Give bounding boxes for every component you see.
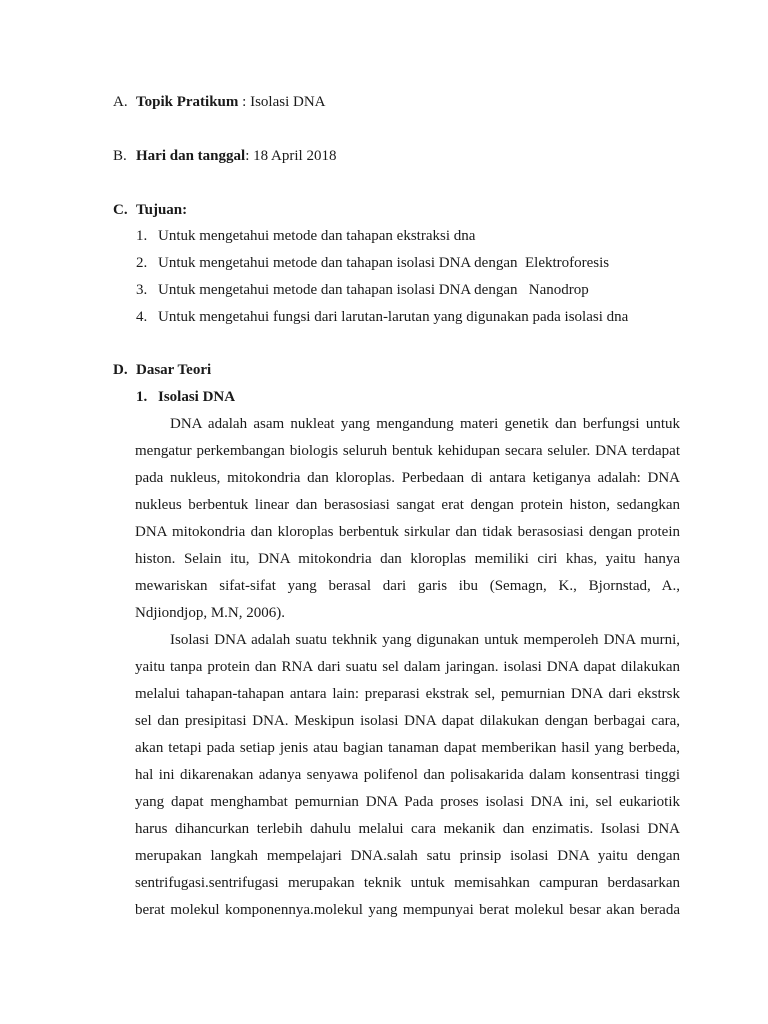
tujuan-item: Untuk mengetahui metode dan tahapan ekstraksi dna: [158, 228, 476, 244]
section-b-marker: B.: [113, 148, 127, 164]
section-a-marker: A.: [113, 94, 128, 110]
section-c-marker: C.: [113, 202, 128, 218]
section-d-marker: D.: [113, 362, 128, 378]
paragraph-line: DNA mitokondria dan kloroplas berbentuk sirkular dan tidak berasosiasi dengan protein: [135, 524, 680, 540]
paragraph-line: harus dihancurkan terlebih dahulu melalui cara mekanik dan enzimatis. Isolasi DNA: [135, 821, 680, 837]
section-b-label: Hari dan tanggal: [136, 148, 246, 164]
paragraph-line: mengatur perkembangan biologis seluruh bentuk kehidupan secara seluler. DNA terdapat: [135, 443, 680, 459]
subsection-num: 1.: [136, 389, 148, 405]
paragraph-line: mewariskan sifat-sifat yang berasal dari garis ibu (Semagn, K., Bjornstad, A.,: [135, 578, 680, 594]
tujuan-num: 2.: [136, 255, 148, 271]
section-d-heading: Dasar Teori: [136, 362, 212, 378]
paragraph-line: hal ini dikarenakan adanya senyawa polifenol dan polisakarida dalam konsentrasi tinggi: [135, 767, 680, 783]
tujuan-num: 1.: [136, 228, 148, 244]
paragraph-line: yang dapat menghambat pemurnian DNA Pada proses isolasi DNA ini, sel eukariotik: [135, 794, 680, 810]
tujuan-item: Untuk mengetahui fungsi dari larutan-larutan yang digunakan pada isolasi dna: [158, 309, 629, 325]
section-a-line: [136, 92, 325, 112]
tujuan-num: 3.: [136, 282, 148, 298]
paragraph-line: merupakan langkah mempelajari DNA.salah satu prinsip isolasi DNA yaitu dengan: [135, 848, 680, 864]
section-a-label: Topik Pratikum: [136, 94, 239, 110]
paragraph-line: melalui tahapan-tahapan antara lain: preparasi ekstrak sel, pemurnian DNA dari ekstrsk: [135, 686, 680, 702]
paragraph-line: histon. Selain itu, DNA mitokondria dan kloroplas memiliki ciri khas, yaitu hanya: [135, 551, 680, 567]
subsection-heading: Isolasi DNA: [158, 389, 236, 405]
paragraph-line: nukleus berbentuk linear dan berasosiasi sangat erat dengan protein histon, sedangkan: [135, 497, 680, 513]
tujuan-item: Untuk mengetahui metode dan tahapan isolasi DNA dengan Elektroforesis: [158, 255, 610, 271]
paragraph-line: Ndjiondjop, M.N, 2006).: [135, 605, 285, 621]
tujuan-item: Untuk mengetahui metode dan tahapan isolasi DNA dengan Nanodrop: [158, 282, 589, 298]
section-c-heading: Tujuan:: [136, 202, 188, 218]
paragraph-line: yaitu tanpa protein dan RNA dari suatu sel dalam jaringan. isolasi DNA dapat dilakukan: [135, 659, 680, 675]
section-b-line: [136, 146, 336, 166]
paragraph-line: DNA adalah asam nukleat yang mengandung materi genetik dan berfungsi untuk: [170, 416, 680, 432]
section-a-value: : Isolasi DNA: [238, 94, 326, 110]
paragraph-line: pada nukleus, mitokondria dan kloroplas. Perbedaan di antara ketiganya adalah: DNA: [135, 470, 680, 486]
paragraph-line: sel dan presipitasi DNA. Meskipun isolasi DNA dapat dilakukan dengan berbagai cara,: [135, 713, 680, 729]
tujuan-num: 4.: [136, 309, 148, 325]
section-b-value: : 18 April 2018: [245, 148, 337, 164]
paragraph-line: berat molekul komponennya.molekul yang mempunyai berat molekul besar akan berada: [135, 902, 680, 918]
paragraph-line: Isolasi DNA adalah suatu tekhnik yang digunakan untuk memperoleh DNA murni,: [170, 632, 680, 648]
paragraph-line: akan tetapi pada setiap jenis atau bagian tanaman dapat memberikan hasil yang berbeda,: [135, 740, 680, 756]
paragraph-line: sentrifugasi.sentrifugasi merupakan teknik untuk memisahkan campuran berdasarkan: [135, 875, 680, 891]
